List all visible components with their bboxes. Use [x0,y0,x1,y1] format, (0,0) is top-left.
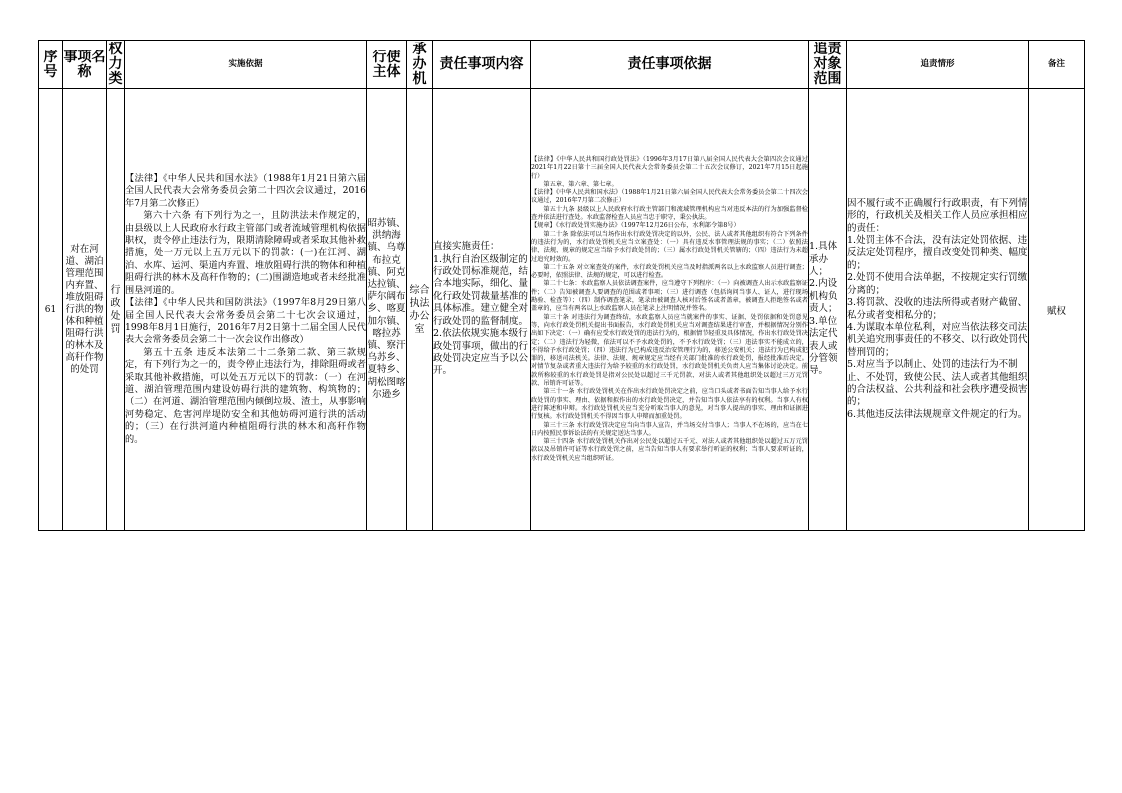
resp-basis-paragraph: 【规章】《水行政处罚实施办法》（1997年12月26日公布，水利部令第8号） [531,222,740,230]
basis-paragraph: 【法律】《中华人民共和国防洪法》（1997年8月29日第八届全国人民代表大会常务委员会第二十七次会议通过，1998年8月1日施行，2016年7月2日第十二届全国人民代表大会常务委员会第二十一次会议作出修改） [125,297,366,346]
basis-paragraph: 第六十六条 有下列行为之一，且防洪法未作规定的，由县级以上人民政府水行政主管部门或者流域管理机构依据职权，责令停止违法行为，限期清除障碍或者采取其他补救措施，处一万元以上五万元以下的罚款：(一)在江河、湖泊、水库、运河、渠道内弃置、堆放阻碍行洪的物体和种植阻碍行洪的林木及高秆作物的；(二)围湖造地或者未经批准围垦河道的。 [125,210,366,296]
resp-basis-paragraph: 【法律】《中华人民共和国水法》（1988年1月21日第六届全国人民代表大会常务委员会第二十四次会议通过，2016年7月第二次修正） [531,189,808,205]
resp-basis-paragraph: 第三十三条 水行政处罚决定应当向当事人宣告，并当场交付当事人；当事人不在场的，应当在七日内按照民事诉讼法的有关规定送达当事人。 [531,421,808,437]
obj-line: 3.单位法定代表人或分管领导。 [809,315,838,377]
situation-line: 3.将罚款、没收的违法所得或者财产截留、私分或者变相私分的； [847,297,1028,321]
header-note: 备注 [1029,41,1085,89]
resp-basis-paragraph: 第二十五条 对立案查处的案件，水行政处罚机关应当及时指派两名以上水政监察人员进行调查；必要时，依照法律、法规的规定，可以进行检查。 [531,263,808,280]
situation-line: 2.处罚不使用合法单据，不按规定实行罚缴分离的； [847,272,1028,296]
situation-line: 1.处罚主体不合法，没有法定处罚依据、违反法定处罚程序，擅自改变处罚种类、幅度的； [847,235,1028,271]
row-subject: 昭苏镇、洪纳海镇、乌尊布拉克镇、阿克达拉镇、萨尔阔布乡、喀夏加尔镇、喀拉苏镇、察汗乌苏乡、夏特乡、胡松图喀尔逊乡 [367,89,407,531]
header-seq: 序号 [39,41,63,89]
resp-basis-paragraph: 第五十九条 县级以上人民政府水行政主管部门和流域管理机构应当对违反本法的行为加强监督检查并依法进行查处。水政监督检查人员应当忠于职守，秉公执法。 [531,205,808,222]
power-list-table [38,40,1085,531]
resp-content-line: 直接实施责任： [433,241,500,253]
header-row [39,41,1085,89]
header-resp-content: 责任事项内容 [433,41,531,89]
obj-line: 2.内设机构负责人； [809,278,838,315]
situation-line: 因不履行或不正确履行行政职责，有下列情形的，行政机关及相关工作人员应承担相应的责任： [847,197,1028,234]
table-row [39,89,1085,531]
row-unit: 综合执法办公室 [407,89,433,531]
row-resp-content [433,89,531,531]
situation-line: 6.其他违反法律法规规章文件规定的行为。 [847,408,1028,420]
situation-line: 4.为谋取本单位私利，对应当依法移交司法机关追究刑事责任的不移交、以行政处罚代替刑罚的； [847,321,1028,358]
header-resp-basis: 责任事项依据 [531,41,809,89]
resp-content-line: 2.依法依规实施本级行政处罚事项，做出的行政处罚决定应当予以公开。 [433,328,529,377]
resp-basis-paragraph: 第三十一条 水行政处罚机关在作出水行政处罚决定之前，应当口头或者书面告知当事人给予水行政处罚的事实、理由、依据和拟作出的水行政处罚决定，并告知当事人依法享有的权利。当事人有权进行陈述和申辩。水行政处罚机关应当充分听取当事人的意见，对当事人提出的事实、理由和证据进行复核。水行政处罚机关不得因当事人申辩而加重处罚。 [531,388,808,421]
row-note: 赋权 [1029,89,1085,531]
obj-line: 1.具体承办人； [809,241,838,278]
row-item-name: 对在河道、湖泊管理范围内弃置、堆放阻碍行洪的物体和种植阻碍行洪的林木及高秆作物的处罚 [63,89,107,531]
row-seq: 61 [39,89,63,531]
row-situations [847,89,1029,531]
header-situations: 追责情形 [847,41,1029,89]
header-item-name: 事项名称 [63,41,107,89]
header-unit: 承办机 [407,41,433,89]
row-basis [125,89,367,531]
row-power-type: 行政处罚 [107,89,125,531]
situation-line: 5.对应当予以制止、处罚的违法行为不制止、不处罚，致使公民、法人或者其他组织的合法权益、公共利益和社会秩序遭受损害的； [847,359,1028,408]
basis-paragraph: 第五十五条 违反本法第二十二条第二款、第三款规定，有下列行为之一的，责令停止违法行为，排除阻碍或者采取其他补救措施，可以处五万元以下的罚款：（一）在河道、湖泊管理范围内建设妨碍行洪的建筑物、构筑物的；（二）在河道、湖泊管理范围内倾倒垃圾、渣土，从事影响河势稳定、危害河岸堤防安全和其他妨碍河道行洪的活动的；（三）在行洪河道内种植阻碍行洪的林木和高秆作物的。 [125,346,366,445]
header-basis: 实施依据 [125,41,367,89]
resp-content-line: 1.执行自治区级制定的行政处罚标准规范，结合本地实际，细化、量化行政处罚裁量基准的具体标准。建立健全对行政处罚的监督制度。 [433,253,529,327]
row-obj [809,89,847,531]
resp-basis-paragraph: 【法律】《中华人民共和国行政处罚法》（1996年3月17日第八届全国人民代表大会第四次会议通过 2021年1月22日第十三届全国人民代表大会常务委员会第二十五次会议修订，2021年7月15日起施行） [531,156,808,180]
header-power-type: 权力类 [108,42,123,87]
header-obj: 追责对象范围 [809,41,847,89]
resp-basis-paragraph: 第五章、第六章、第七章。 [543,180,618,188]
resp-basis-paragraph: 第三十四条 水行政处罚机关作出对公民处以超过五千元、对法人或者其他组织处以超过五万元罚款以及吊销许可证等水行政处罚之前，应当告知当事人有要求举行听证的权利；当事人要求听证的，水行政处罚机关应当组织听证。 [531,438,808,462]
resp-basis-paragraph: 第三十条 对违法行为调查终结，水政监察人员应当就案件的事实、证据、处罚依据和处罚意见等，向水行政处罚机关提出书面报告，水行政处罚机关应当对调查结果进行审查，并根据情况分别作出如下决定：（一）确有应受水行政处罚的违法行为的，根据情节轻重及具体情况，作出水行政处罚决定；（二）违法行为轻微，依法可以不予水政处罚的，不予水行政处罚；（三）违法事实不能成立的，不得给予水行政处罚；（四）违法行为已构成违反治安管理行为的，移送公安机关；违法行为已构成犯罪的，移送司法机关。法律、法规、规章规定应当经有关部门批准的水行政处罚，报经批准后决定。对情节复杂或者重大违法行为给予较重的水行政处罚，水行政处罚机关负责人应当集体讨论决定。前款所称较重的水行政处罚是指对公民处以超过三千元罚款、对法人或者其他组织处以超过三万元罚款、吊销许可证等。 [531,313,808,388]
row-resp-basis [531,89,809,531]
basis-paragraph: 【法律】《中华人民共和国水法》（1988年1月21日第六届全国人民代表大会常务委员会第二十四次会议通过，2016年7月第二次修正） [125,173,366,209]
header-subject: 行使主体 [367,41,407,89]
resp-basis-paragraph: 第二十七条：水政监察人员依法调查案件，应当遵守下列程序：（一）向被调查人出示水政监察证件；（二）告知被调查人要调查的范围或者事项；（三）进行调查（包括询问当事人、证人，进行现场勘验、检查等）；（四）制作调查笔录，笔录由被调查人核对后签名或者盖章，被调查人拒绝签名或者盖章的，应当有两名以上水政监察人员在笔录上注明情况并签名。 [531,280,808,313]
resp-basis-paragraph: 第二十条 除依法可以当场作出水行政处罚决定的以外，公民、法人或者其他组织有符合下列条件的违法行为的，水行政处罚机关应当立案查处：（一）具有违反水事管理法规的事实；（二）依照法律、法规、规章的规定应当给予水行政处罚的；（三）属水行政处罚机关管辖的；（四）违法行为未超过追究时效的。 [531,230,808,263]
